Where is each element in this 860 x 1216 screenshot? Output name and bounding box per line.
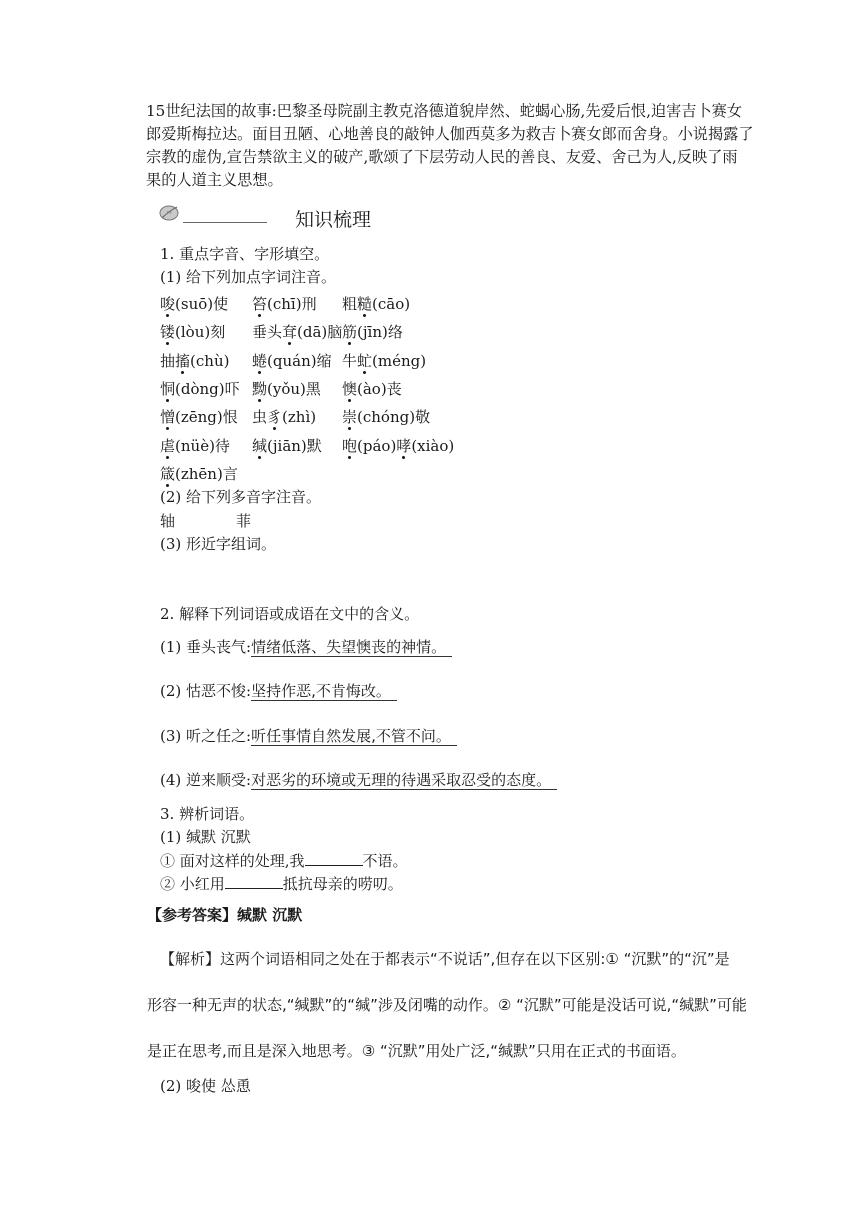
pinyin-text: (lòu)刻 [175, 323, 226, 342]
pinyin-text: (zēng)恨 [175, 408, 238, 427]
pinyin-text: (jiān)默 [267, 436, 322, 455]
section-title: 知识梳理 [295, 209, 372, 231]
fill-blank [305, 851, 363, 866]
polyphone-1: 轴 [160, 512, 176, 530]
q3-sentence-2 [160, 873, 403, 896]
dotted-char: 黝 [252, 379, 268, 398]
pinyin-text: (chóng)敬 [357, 408, 431, 427]
q1-sub3: (3) 形近字组词。 [160, 535, 277, 553]
pinyin-item [252, 321, 342, 344]
pinyin-text: (chù) [190, 351, 230, 370]
q2-item [160, 769, 557, 792]
dotted-char: 笞 [252, 295, 268, 313]
pinyin-text: (páo) [357, 436, 397, 455]
pinyin-text: (méng) [372, 351, 427, 370]
intro-line: 郎爱斯梅拉达。面目丑陋、心地善良的敲钟人伽西莫多为救吉卜赛女郎而舍身。小说揭露了 [146, 125, 754, 143]
pinyin-item [342, 406, 430, 429]
definition-answer: 坚持作恶,不肯悔改。 [251, 682, 397, 701]
pinyin-item [160, 321, 225, 344]
pinyin-text: (dòng)吓 [175, 379, 240, 398]
pinyin-item [160, 463, 238, 486]
pinyin-text: (dā)脑 [297, 323, 343, 342]
pinyin-text: 虫 [252, 408, 268, 427]
q2-item [160, 725, 457, 748]
dotted-char: 豸 [267, 408, 283, 427]
pinyin-item [252, 293, 317, 316]
dotted-char: 搐 [175, 351, 191, 370]
pinyin-text: 抽 [160, 351, 176, 370]
pinyin-item [160, 406, 238, 429]
pinyin-item [342, 321, 403, 344]
heading-rule [183, 222, 267, 223]
dotted-char: 筋 [342, 323, 358, 342]
analysis-line: 【解析】这两个词语相同之处在于都表示“不说话”,但存在以下区别:① “沉默”的“沉”是 [160, 950, 730, 968]
analysis-line: 是正在思考,而且是深入地思考。③ “沉默”用处广泛,“缄默”只用在正式的书面语。 [147, 1042, 686, 1060]
pinyin-text: 牛 [342, 351, 358, 370]
answer-label: 【参考答案】缄默 沉默 [147, 906, 303, 924]
q2-title: 2. 解释下列词语或成语在文中的含义。 [160, 605, 420, 623]
pinyin-item [252, 406, 316, 429]
dotted-char: 镂 [160, 323, 176, 342]
pinyin-text: (suō)使 [175, 295, 229, 313]
intro-line: 15世纪法国的故事:巴黎圣母院副主教克洛德道貌岸然、蛇蝎心肠,先爱后恨,迫害吉卜赛女 [146, 102, 743, 120]
term-label: (1) 垂头丧气: [160, 638, 252, 656]
term-label: (3) 听之任之: [160, 727, 252, 745]
pinyin-text: (zhì) [282, 408, 317, 427]
pinyin-item [252, 378, 321, 401]
dotted-char: 崇 [342, 408, 358, 427]
pinyin-item [160, 378, 240, 401]
dotted-char: 憎 [160, 408, 176, 427]
dotted-char: 咆 [342, 436, 358, 455]
definition-answer: 情绪低落、失望懊丧的神情。 [251, 638, 452, 657]
polyphone-2: 菲 [236, 512, 252, 530]
pinyin-text: (chī)刑 [267, 295, 317, 313]
q3-sub2: (2) 唆使 怂恿 [160, 1077, 251, 1095]
pinyin-item [160, 293, 228, 316]
pinyin-text: (yǒu)黑 [267, 379, 321, 398]
leaf-icon [157, 203, 183, 223]
pinyin-item [342, 350, 426, 373]
definition-answer: 对恶劣的环境或无理的待遇采取忍受的态度。 [251, 771, 557, 790]
intro-line: 宗教的虚伪,宣告禁欲主义的破产,歌颂了下层劳动人民的善良、友爱、舍己为人,反映了雨 [146, 148, 738, 166]
analysis-line: 形容一种无声的状态,“缄默”的“缄”涉及闭嘴的动作。② “沉默”可能是没话可说,“缄默”可能 [147, 996, 747, 1014]
definition-answer: 听任事情自然发展,不管不问。 [251, 727, 457, 746]
dotted-char: 糙 [357, 295, 373, 313]
pinyin-item [342, 378, 402, 401]
dotted-char: 哮 [396, 436, 412, 455]
pinyin-item [342, 293, 410, 316]
pinyin-text: (xiào) [411, 436, 455, 455]
q2-item [160, 680, 397, 703]
dotted-char: 缄 [252, 436, 268, 455]
sentence-text: 抵抗母亲的唠叨。 [282, 875, 403, 893]
term-label: (4) 逆来顺受: [160, 771, 252, 789]
q3-title: 3. 辨析词语。 [160, 805, 255, 823]
q3-sub1: (1) 缄默 沉默 [160, 828, 251, 846]
dotted-char: 懊 [342, 379, 358, 398]
pinyin-text: (cāo) [372, 295, 411, 313]
pinyin-item [342, 435, 454, 458]
pinyin-text: 粗 [342, 295, 358, 313]
dotted-char: 虐 [160, 436, 176, 455]
dotted-char: 蜷 [252, 351, 268, 370]
q3-sentence-1 [160, 850, 408, 873]
dotted-char: 耷 [282, 323, 298, 342]
pinyin-item [252, 435, 322, 458]
fill-blank [225, 874, 283, 889]
sentence-text: ① 面对这样的处理,我 [160, 852, 305, 870]
sentence-text: ② 小红用 [160, 875, 225, 893]
intro-line: 果的人道主义思想。 [146, 171, 283, 189]
pinyin-text: (quán)缩 [267, 351, 332, 370]
pinyin-text: (ào)丧 [357, 379, 402, 398]
pinyin-text: (jīn)络 [357, 323, 403, 342]
pinyin-item [252, 350, 332, 373]
sentence-text: 不语。 [362, 852, 408, 870]
q1-title: 1. 重点字音、字形填空。 [160, 245, 330, 263]
pinyin-text: (zhēn)言 [175, 464, 238, 483]
dotted-char: 恫 [160, 379, 176, 398]
q1-sub1: (1) 给下列加点字词注音。 [160, 268, 337, 286]
q1-sub2: (2) 给下列多音字注音。 [160, 488, 322, 506]
term-label: (2) 怙恶不悛: [160, 682, 252, 700]
intro-paragraph [146, 100, 754, 192]
pinyin-text: 垂头 [252, 323, 283, 342]
dotted-char: 虻 [357, 351, 373, 370]
pinyin-text: (nüè)待 [175, 436, 230, 455]
q2-item [160, 636, 452, 659]
pinyin-item [160, 350, 229, 373]
pinyin-item [160, 435, 230, 458]
dotted-char: 唆 [160, 295, 176, 313]
dotted-char: 箴 [160, 464, 176, 483]
